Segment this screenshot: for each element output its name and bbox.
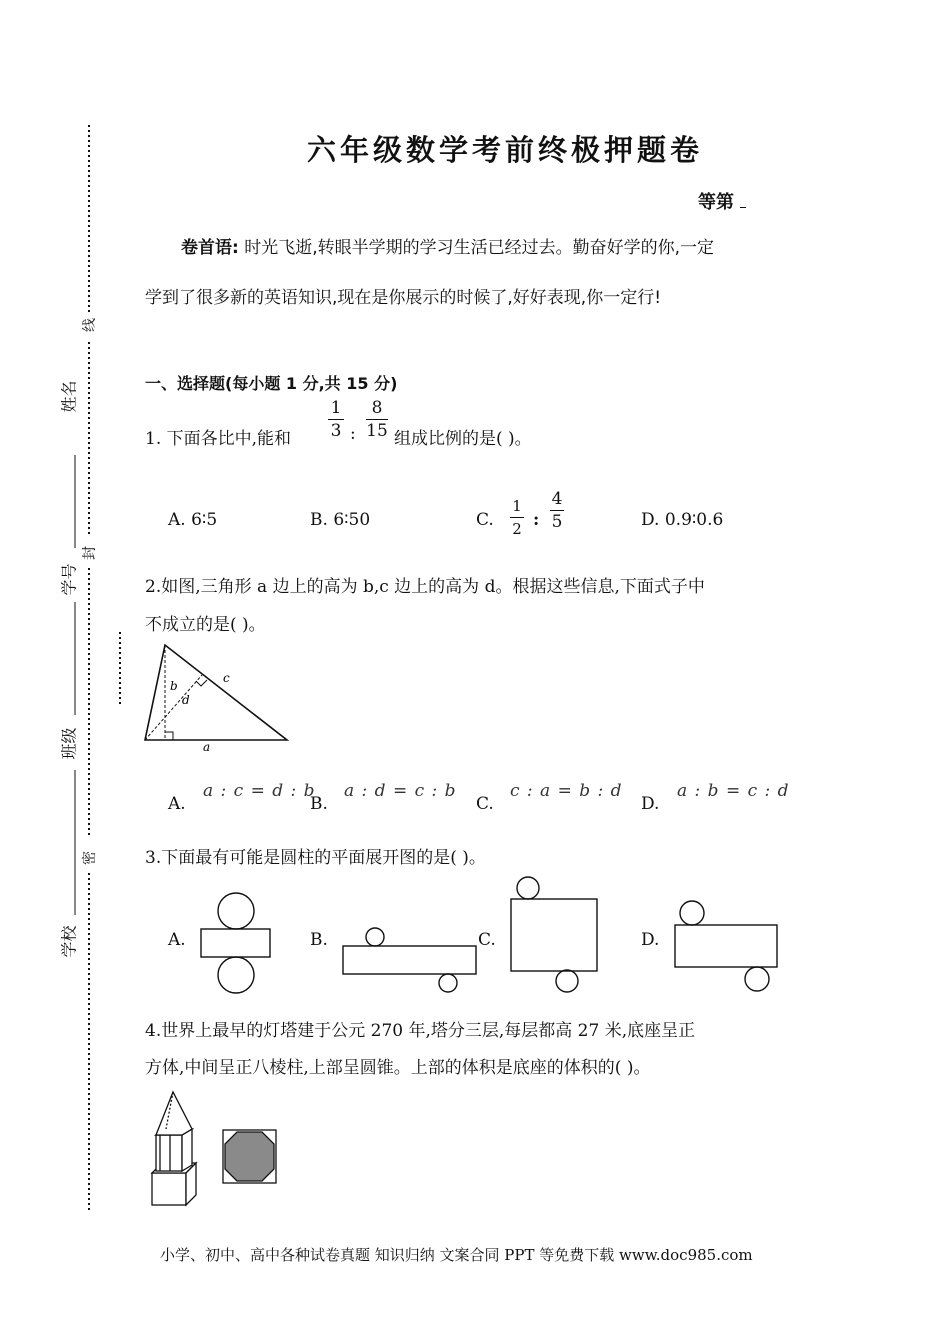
q1-fraction-1	[328, 398, 344, 441]
octagon-base-drawing	[223, 1130, 276, 1183]
optc-f2-numerator: 4	[551, 489, 563, 509]
q3-net-a	[201, 893, 270, 993]
label-a: a	[203, 740, 211, 754]
option-value: 6∶5	[191, 510, 218, 530]
q1-f2-numerator: 8	[371, 398, 383, 418]
right-angle-mark	[165, 732, 173, 740]
q2-text-line2: 不成立的是( )。	[145, 615, 266, 635]
q1-colon: :	[350, 424, 356, 444]
q1-optc-fraction-2	[550, 489, 564, 532]
option-value: 0.9∶0.6	[664, 510, 724, 530]
q1-option-b[interactable]	[310, 510, 370, 530]
q2-option-b-label[interactable]: B.	[310, 794, 328, 814]
q4-text-line2: 方体,中间呈正八棱柱,上部呈圆锥。上部的体积是底座的体积的( )。	[145, 1058, 651, 1078]
fraction-bar	[550, 510, 564, 511]
q1-optc-fraction-1	[510, 496, 524, 539]
q1-text-post: 组成比例的是( )。	[394, 429, 532, 449]
q4-lighthouse-figure	[140, 1085, 290, 1210]
student-number-label: 学号	[59, 563, 79, 596]
page-title: 六年级数学考前终极押题卷	[306, 133, 703, 167]
q3-option-b-label[interactable]: B.	[310, 930, 328, 950]
preface-line2: 学到了很多新的英语知识,现在是你展示的时候了,好好表现,你一定行!	[145, 288, 662, 308]
optc-f2-denominator: 5	[551, 512, 563, 532]
q2-option-c-label[interactable]: C.	[476, 794, 494, 814]
q1-number: 1.	[145, 429, 162, 449]
grade-label: 等第	[698, 192, 734, 213]
grade-blank	[740, 193, 746, 208]
q3-net-b	[343, 928, 476, 992]
triangle	[145, 645, 287, 740]
q1-option-a[interactable]	[168, 510, 217, 530]
q2-option-a: a : c = d : b	[203, 781, 316, 801]
q4-text-line1: 4.世界上最早的灯塔建于公元 270 年,塔分三层,每层都高 27 米,底座呈正	[145, 1021, 696, 1041]
q2-option-d-label[interactable]: D.	[641, 794, 660, 814]
right-angle-mark	[196, 680, 207, 686]
q2-option-a-label[interactable]: A.	[168, 794, 186, 814]
option-label: D.	[641, 510, 660, 530]
lighthouse-drawing	[152, 1092, 196, 1205]
option-value: 6∶50	[333, 510, 371, 530]
q1-option-d[interactable]	[641, 510, 723, 530]
option-label: B.	[310, 510, 328, 530]
q3-option-a-label[interactable]: A.	[168, 930, 186, 950]
binding-line	[0, 0, 130, 1344]
q2-text-line1: 2.如图,三角形 a 边上的高为 b,c 边上的高为 d。根据这些信息,下面式子中	[145, 577, 705, 597]
q3-option-c-label[interactable]: C.	[478, 930, 496, 950]
preface-line1	[145, 220, 825, 276]
q1-option-c[interactable]	[476, 510, 494, 530]
q1-text-pre: 下面各比中,能和	[166, 429, 292, 449]
q3-text: 3.下面最有可能是圆柱的平面展开图的是( )。	[145, 848, 486, 868]
q2-option-c: c : a = b : d	[510, 781, 623, 801]
preface-label: 卷首语:	[181, 238, 239, 258]
optc-f1-denominator: 2	[512, 520, 522, 538]
q1-f1-numerator: 1	[330, 398, 342, 418]
grade-field	[698, 188, 746, 214]
q3-net-c	[511, 877, 597, 992]
fraction-bar	[510, 517, 524, 518]
line-mark: 线	[82, 318, 98, 332]
label-d: d	[182, 693, 190, 707]
label-b: b	[170, 679, 178, 693]
q1-f2-denominator: 15	[366, 421, 388, 441]
q2-option-d: a : b = c : d	[677, 781, 790, 801]
optc-f1-numerator: 1	[512, 497, 522, 515]
label-c: c	[223, 671, 230, 685]
q2-option-b: a : d = c : b	[344, 781, 457, 801]
fraction-bar	[366, 419, 388, 420]
school-label: 学校	[59, 925, 79, 958]
option-label: A.	[168, 510, 186, 530]
secret-mark: 密	[82, 851, 98, 865]
q1-fraction-2	[366, 398, 388, 441]
q1-f1-denominator: 3	[330, 421, 342, 441]
name-label: 姓名	[59, 380, 79, 413]
q3-option-d-label[interactable]: D.	[641, 930, 660, 950]
option-label: C.	[476, 510, 494, 530]
preface-text-1: 时光飞逝,转眼半学期的学习生活已经过去。勤奋好学的你,一定	[244, 238, 715, 258]
class-label: 班级	[59, 727, 79, 760]
fraction-bar	[328, 419, 344, 420]
question-1	[145, 424, 291, 449]
q1-optc-colon: :	[533, 510, 540, 530]
q2-triangle-figure	[140, 640, 295, 755]
footer-text: 小学、初中、高中各种试卷真题 知识归纳 文案合同 PPT 等免费下载 www.doc985.com	[160, 1246, 753, 1264]
seal-mark: 封	[82, 546, 98, 560]
section-heading: 一、选择题(每小题 1 分,共 15 分)	[145, 374, 398, 393]
q3-figures	[0, 870, 800, 1000]
q3-net-d	[675, 901, 777, 991]
